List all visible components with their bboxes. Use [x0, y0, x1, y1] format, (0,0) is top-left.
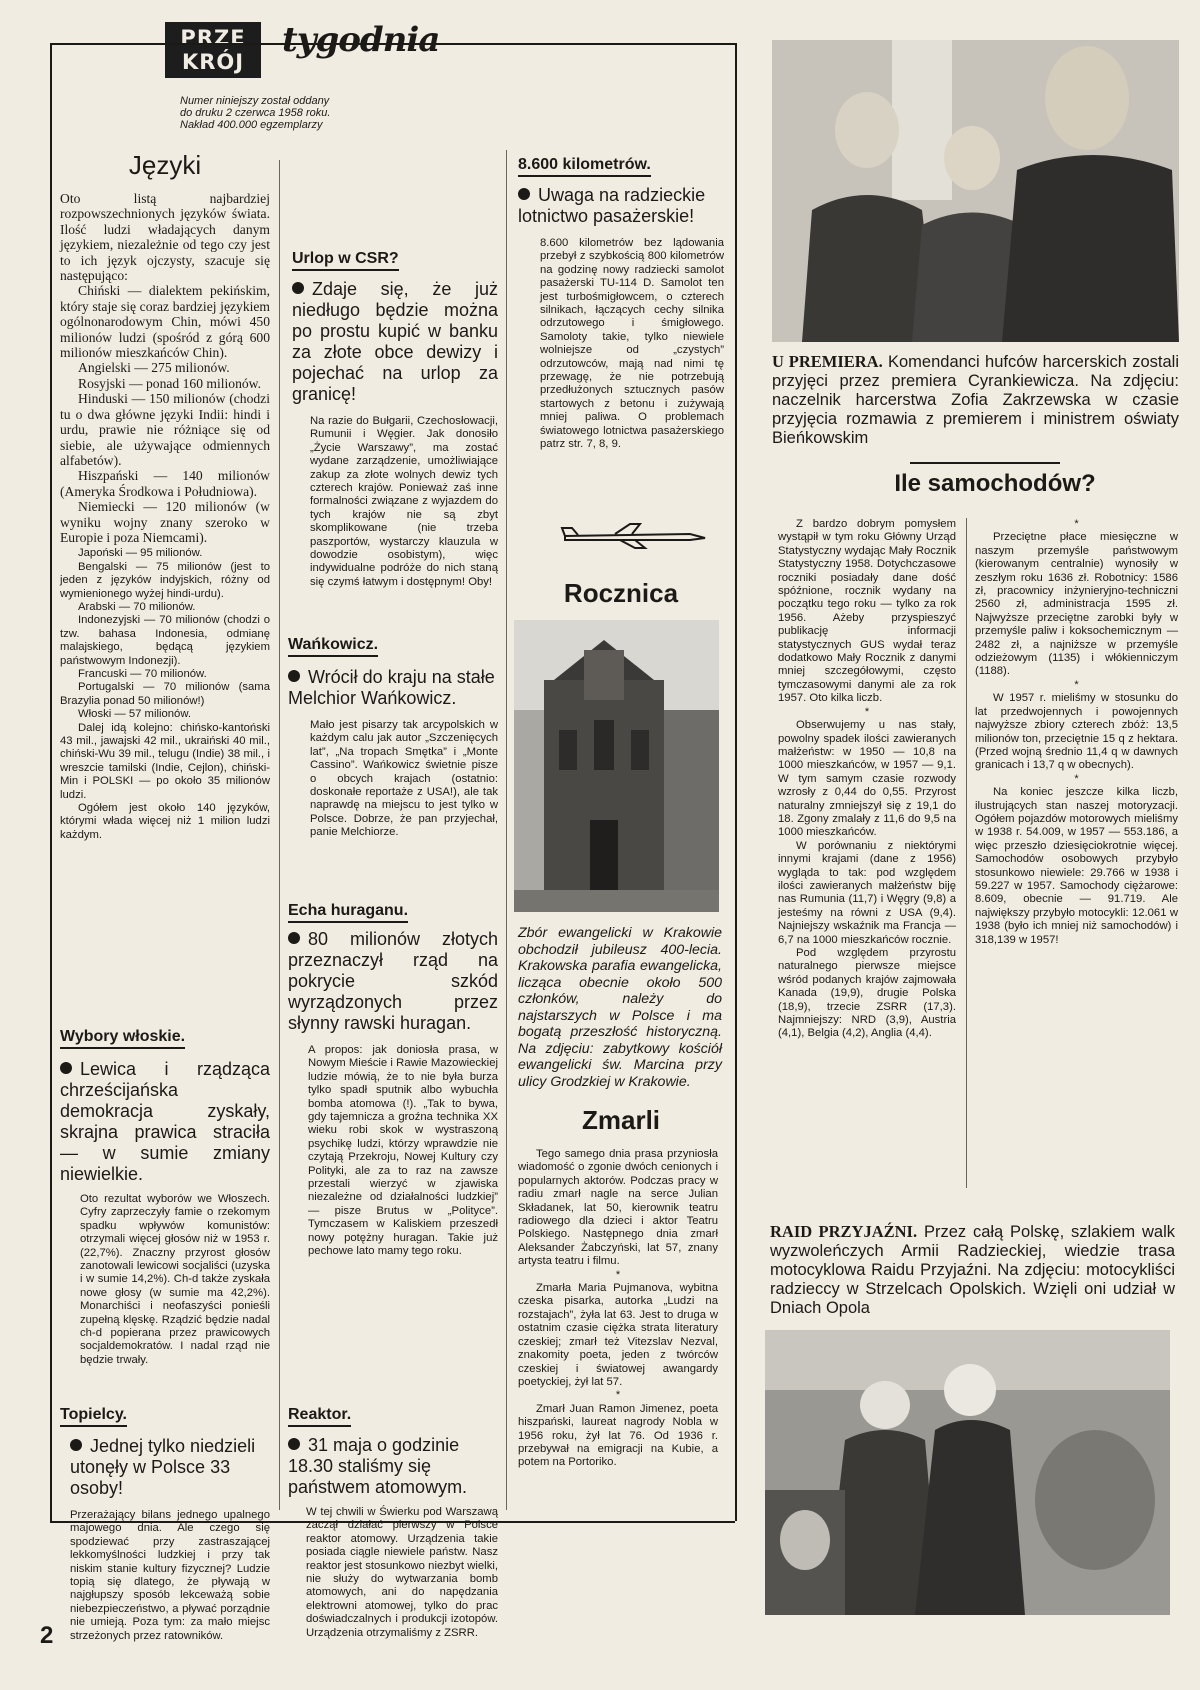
article-jezyki: [60, 150, 270, 842]
samochody-paragraph: Z bardzo dobrym pomysłem wystąpił w tym roku Główny Urząd Statystyczny wydając Mały Rocznik Statystyczny 1958. Dotychczasowe roczniki posiadały dane dość spóźnione, rocznik wydany na początku tego roku — tylko za rok 1956. Ażeby przyspieszyć publikację informacji statystycznych GUS wydał teraz dodatkowo Mały Rocznik z danymi mniej szczegółowymi, często tymczasowymi danymi ale za rok 1957. Oto kilka liczb.: [778, 518, 956, 705]
samochody-paragraph: Obserwujemy u nas stały, powolny spadek ilości zawieranych małżeństw: w 1950 — 10,8 na 1000 mieszkańców, w 1957 — 9,1. W tym samym czasie rozwody wzrosły z 0,44 do 0,55. Przyrost naturalny zmniejszył się z 19,1 do 18. Zgony zmalały z 11,6 do 9,5 na 1000 mieszkańców.: [778, 719, 956, 839]
notice-line: Numer niniejszy został oddany: [180, 95, 330, 107]
raid-illustration: [765, 1330, 1170, 1615]
topielcy-continued: [292, 156, 498, 242]
masthead-script: tygodnia: [282, 20, 440, 60]
frame-left-rule: [50, 43, 52, 1521]
list-item: Indonezyjski — 70 milionów (chodzi o tzw. bahasa Indonesia, odmianę malajskiego, będącą językiem państwowym Indonezji).: [60, 614, 270, 667]
samochody-paragraph: Na koniec jeszcze kilka liczb, ilustrujących stan naszej motoryzacji. Ogółem pojazdów motorowych mieliśmy w 1938 r. 54.009, w 1957 — 553.186, a więc przeszło dziesięciokrotnie więcej. Samochodów osobowych przybyło stosunkowo niewiele: 29.766 w 1938 i 59.227 w 1957. Samochody ciężarowe: 8.609, obecnie — 91.719. Ale największy przybyło motocykli: 12.061 w 1938 (było ich mniej niż samochodów) i 318,139 w 1957!: [975, 786, 1178, 946]
echa-lead-text: 80 milionów złotych przeznaczył rząd na pokrycie szkód wyrządzonych przez słynny rawski huragan.: [288, 929, 498, 1033]
samochody-title-rule-left: [910, 462, 1060, 464]
urlop-lead-text: Zdaje się, że już niedługo będzie można po prostu kupić w banku za złote obce dewizy i pojechać na urlop za granicę!: [292, 279, 498, 404]
jezyki-intro: Oto listą najbardziej rozpowszechnionych języków świata. Ilość ludzi władających danym językiem, niezależnie od tego czy jest to ich język ojczysty, szacuje się następująco:: [60, 191, 270, 284]
wankowicz-title: Wańkowicz.: [288, 636, 378, 657]
premiera-illustration: [772, 40, 1179, 342]
list-item: Angielski — 275 milionów.: [78, 360, 230, 376]
premiera-caption-text: Komendanci hufców harcerskich zostali przyjęci przez premiera Cyrankiewicza. Na zdjęciu: naczelnik harcerstwa Zofia Zakrzewska w czasie przyjęcia rozmawia z premierem i ministrem oświaty Bieńkowskim: [772, 353, 1179, 447]
bullet-icon: [288, 1438, 300, 1450]
article-reaktor: [288, 1406, 498, 1639]
bullet-icon: [288, 670, 300, 682]
kilometrow-body: 8.600 kilometrów bez lądowania przebył z szybkością 800 kilometrów na godzinę nowy radziecki samolot pasażerski TU-114 D. Samolot ten jest turbośmigłowcem, o czterech silnikach, łączących cechy silnika odrzutowego i śmigłowego. Samoloty takie, tylko niewiele wolniejsze od „czystych” odrzutowców, mają nad nimi tę przewagę, że nie potrzebują przedłużonych sztucznych pasów startowych z betonu i zużywają mniej paliwa. O problemach światowego lotnictwa pasażerskiego patrz str. 7, 8, 9.: [540, 237, 724, 451]
premiera-caption-bold: U PREMIERA.: [772, 352, 883, 371]
bullet-icon: [518, 188, 530, 200]
column-divider: [506, 150, 507, 1510]
list-item: Portugalski — 70 milionów (sama Brazylia ponad 50 milionów!): [60, 681, 270, 707]
raid-photo: [765, 1330, 1170, 1615]
star-separator: *: [1074, 678, 1079, 691]
wybory-lead: [60, 1059, 270, 1185]
list-item: Bengalski — 75 milionów (jest to jeden z języków indyjskich, różny od wymienionego wyżej hindi-urdu).: [60, 560, 270, 600]
topielcy-lead-text: Jednej tylko niedzieli utonęły w Polsce 33 osoby!: [70, 1436, 256, 1498]
zmarli-title: Zmarli: [581, 1105, 661, 1135]
echa-lead: [288, 929, 498, 1034]
bullet-icon: [70, 1439, 82, 1451]
reaktor-body: W tej chwili w Świerku pod Warszawą zaczął działać pierwszy w Polsce reaktor atomowy. Urządzenia takie posiada ciągle niewiele państw. Nasz reaktor jest stosunkowo niezbyt wielki, nie służy do wytwarzania bomb atomowych, ani do napędzania elektrowni atomowej, tylko do prac doświadczalnych i produkcji izotopów. Urządzenia otrzymaliśmy z ZSRR.: [306, 1506, 498, 1639]
masthead-line2: KRÓJ: [181, 50, 245, 74]
samochody-title: Ile samochodów?: [894, 470, 1096, 497]
samochody-paragraph: Przeciętne płace miesięczne w naszym przemyśle państwowym (kierowanym centralnie) wynosiły w zeszłym roku 1636 zł. Robotnicy: 1586 zł, pracownicy inżynieryjno-techniczni 2560 zł, administracja 1595 zł. Najwyższe przeciętne zarobki były w przemyśle paliw i koksochemicznym — 2482 zł, a najniższe w przemyśle odzieżowym (1135) i włókienniczym (1188).: [975, 531, 1178, 678]
notice-line: do druku 2 czerwca 1958 roku.: [180, 107, 331, 119]
bullet-icon: [288, 932, 300, 944]
list-item: Ogółem jest około 140 języków, którymi włada więcej niż 1 milion ludzi każdym.: [60, 802, 270, 841]
kilometrow-lead-text: Uwaga na radzieckie lotnictwo pasażerskie!: [518, 185, 706, 226]
rocznica-caption: Zbór ewangelicki w Krakowie obchodził jubileusz 400-lecia. Krakowska parafia ewangelicka, licząca obecnie około 500 członków, należy do najstarszych w Polsce i ma bogatą przeszłość historyczną. Na zdjęciu: zabytkowy kościół ewangelicki św. Marcina przy ulicy Grodzkiej w Krakowie.: [518, 925, 722, 1090]
star-separator: *: [1074, 518, 1079, 530]
masthead-logo: [165, 22, 261, 78]
premiera-photo: [772, 40, 1179, 342]
echa-body: A propos: jak doniosła prasa, w Nowym Mieście i Rawie Mazowieckiej ludzie mówią, że to nie była burza tylko spadł sputnik albo wybuchła bomba atomowa (!). „Tak to bywa, gdy tajemnicza a groźna technika XX wieku robi skok w wystraszoną psychikę ludzi, którzy wprawdzie nie czytają Przekroju, Nowej Kultury czy Polityki, ale za to raz na zawsze przestali wierzyć w zjawiska niezależne od działalności ludzkiej” — pisze Brutus w „Polityce”. Tymczasem w Kaliskiem przeszedł nowy potężny huragan. Takie już pechowe lato mamy tego roku.: [308, 1044, 498, 1258]
list-item: Niemiecki — 120 milionów (w wyniku wojny znany szeroko w Europie i poza Niemcami).: [60, 499, 270, 545]
wybory-lead-text: Lewica i rządząca chrześcijańska demokracja zyskały, skrajna prawica straciła — w sumie zmiany niewielkie.: [60, 1059, 270, 1184]
star-separator: *: [615, 1389, 621, 1402]
list-item: Hiszpański — 140 milionów (Ameryka Środkowa i Południowa).: [60, 468, 270, 499]
topielcy-lead: [60, 1436, 270, 1499]
zmarli-paragraph: Tego samego dnia prasa przyniosła wiadomość o zgonie dwóch cenionych i popularnych aktorów. Podczas pracy w radiu zmarł nagle na serce Julian Składanek, lat 50, kierownik teatru radiowego dla dzieci i aktor Teatru Polskiego. Następnego dnia zmarł Aleksander Żabczyński, lat 57, znany artysta teatru i filmu.: [518, 1148, 718, 1268]
star-separator: *: [1074, 772, 1079, 785]
article-wankowicz: [288, 636, 498, 840]
page-number: 2: [40, 1622, 54, 1649]
jezyki-title: Języki: [128, 150, 202, 180]
wankowicz-lead-text: Wrócił do kraju na stałe Melchior Wańkowicz.: [288, 667, 495, 708]
article-wybory: [60, 1028, 270, 1367]
urlop-title: Urlop w CSR?: [292, 250, 399, 271]
article-topielcy: [60, 1406, 270, 1642]
masthead-line1: PRZE: [180, 26, 246, 50]
list-item: Hinduski — 150 milionów (chodzi tu o dwa główne języki Indii: hindi i urdu, prawie nie różniące się od siebie, ale używające odmiennych alfabetów).: [60, 391, 270, 468]
raid-caption: [770, 1222, 1175, 1318]
raid-caption-bold: RAID PRZYJAŹNI.: [770, 1222, 918, 1241]
zmarli-paragraph: Zmarł Juan Ramon Jimenez, poeta hiszpański, laureat nagrody Nobla w 1956 roku, żył lat 76. Od 1936 r. przebywał na emigracji na Kubie, a potem na Portoriko.: [518, 1402, 718, 1469]
wybory-title: Wybory włoskie.: [60, 1028, 185, 1049]
reaktor-lead-text: 31 maja o godzinie 18.30 staliśmy się państwem atomowym.: [288, 1435, 468, 1497]
list-item: Rosyjski — ponad 160 milionów.: [78, 375, 262, 391]
kilometrow-lead: [518, 185, 724, 227]
article-echa: [288, 902, 498, 1259]
raid-caption-text: Przez całą Polskę, szlakiem walk wyzwoleńczych Armii Radzieckiej, wiedzie trasa motocyklowa Raidu Przyjaźni. Na zdjęciu: motocykliści radzieccy w Strzelcach Opolskich. Wzięli oni udział w Dniach Opola: [770, 1223, 1176, 1317]
article-kilometrow: [518, 156, 724, 452]
jezyki-small-items: [60, 547, 270, 842]
jezyki-items: [60, 283, 270, 545]
reaktor-title: Reaktor.: [288, 1406, 351, 1427]
samochody-column-1: [778, 518, 956, 1041]
church-photo: [514, 620, 719, 912]
samochody-paragraph: Pod względem przyrostu naturalnego pierwsze miejsce wśród podanych krajów zajmowała Kanada (19,9), drugie Polska (18,9), trzecie ZSRR (17,3). Najmniejszy: NRD (3,9), Austria (4,1), Belgia (4,2), Anglia (4,4).: [778, 947, 956, 1040]
samochody-paragraph: W 1957 r. mieliśmy w stosunku do lat przedwojennych i powojennych najwyższe zbiory czterech zbóż: 13,5 milionów ton, przeciętnie 15 q z hektara. (Przed wojną średnio 11,4 q w dawnych granicach i 13,7 q w obecnych).: [975, 692, 1178, 772]
topielcy-body: Przerażający bilans jednego upalnego majowego dnia. Ale czego się spodziewać przy zastraszającej lekkomyślności ludzkiej i przy tak niskim stanie kultury fizycznej? Ludzie topią się dlatego, że pływają w najgłupszy sposób lekceważą sobie niebezpieczeństwo, a pływać porządnie nie umieją. Poza tym: za mało miejsc strzeżonych przez ratowników.: [70, 1509, 270, 1642]
list-item: Włoski — 57 milionów.: [78, 708, 192, 721]
reaktor-lead: [288, 1435, 498, 1498]
print-notice: [180, 95, 395, 131]
kilometrow-title: 8.600 kilometrów.: [518, 156, 651, 177]
star-separator: *: [615, 1268, 621, 1281]
frame-top-rule: [50, 43, 735, 45]
premiera-caption: [772, 352, 1179, 448]
echa-title: Echa huraganu.: [288, 902, 408, 923]
urlop-lead: [292, 279, 498, 405]
column-divider: [966, 518, 967, 1188]
notice-line: Nakład 400.000 egzemplarzy: [180, 119, 323, 131]
list-item: Arabski — 70 milionów.: [78, 600, 196, 613]
star-separator: *: [864, 705, 870, 718]
wankowicz-body: Mało jest pisarzy tak arcypolskich w każdym calu jak autor „Szczenięcych lat”, „Na tropach Smętka” i „Monte Cassino”. Wańkowicz świetnie pisze o obcych krajach (ostatnio: doskonałe reportaże z USA!), ale tak naprawdę na miejscu to jest tylko w Polsce. Dobrze, że pan przyjechał, panie Melchiorze.: [310, 719, 498, 839]
samochody-column-2: [975, 518, 1178, 947]
list-item: Chiński — dialektem pekińskim, który staje się coraz bardziej językiem ogólnonarodowym Chin, mówi 450 milionów ludzi (spośród z górą 600 milionów mieszkańców Chin).: [60, 283, 270, 361]
frame-right-rule: [735, 43, 737, 1521]
list-item: Dalej idą kolejno: chińsko-kantoński 43 mil., jawajski 42 mil., ukraiński 40 mil., chiński-Wu 39 mil., telugu (Indie) 38 mil., i wreszcie tamilski (Indie, Cejlon), chiński-Min i POLSKI — po około 35 milionów ludzi.: [60, 721, 270, 801]
bullet-icon: [292, 282, 304, 294]
church-illustration: [514, 620, 719, 912]
samochody-paragraph: W porównaniu z niektórymi innymi krajami (dane z 1956) wygląda to tak: pod względem ilości zawieranych małżeństw biję nas Rumunia (11,7) i Węgry (9,8) a jesteśmy na równi z USA (9,4). Najniejszy wskaźnik ma Francja — 6,7 na 1000 mieszkańców rocznie.: [778, 839, 956, 946]
article-zmarli: [518, 1148, 718, 1470]
bullet-icon: [60, 1062, 72, 1074]
rocznica-title: Rocznica: [563, 578, 679, 608]
airplane-sketch-icon: [560, 520, 710, 550]
list-item: Francuski — 70 milionów.: [78, 668, 207, 680]
wybory-body: Oto rezultat wyborów we Włoszech. Cyfry zaprzeczyły famie o rzekomym spadku wpływów komunistów: otrzymali więcej głosów niż w 1953 r. (22,7%). Znaczny przyrost głosów zanotowali lewicowi socjaliści (uzyska i w sumie 14,2%). Ch-d także zyskała nowe głosy (w sumie ma 42,2%). Monarchiści i neofaszyści ponieśli zupełną klęskę. Rządzić będzie nadal ch-d popierana przez prawicowych socjaldemokratów. I nadal rząd nie będzie trwały.: [80, 1193, 270, 1366]
reaktor-continued: [540, 52, 722, 132]
zmarli-paragraph: Zmarła Maria Pujmanova, wybitna czeska pisarka, autorka „Ludzi na rozstajach”, żyła lat 63. Jest to druga w ostatnim czasie ciężka strata literatury czeskiej; zmarł też Vitezslav Nezval, znakomity poeta, jeden z twórców czeskiej i światowej awangardy poetyckiej, żył lat 57.: [518, 1282, 718, 1388]
topielcy-title: Topielcy.: [60, 1406, 127, 1427]
urlop-body: Na razie do Bułgarii, Czechosłowacji, Rumunii i Węgier. Jak donosiło „Życie Warszawy”, ma zostać wydane zarządzenie, umożliwiające zakup za złote wolnych dewiz tych czterech krajów. Ponieważ zaś inne formalności związane z wyjazdem do tych krajów nie są zbyt skomplikowane (nie trzeba paszportów, wystarczy klauzula w dowodzie osobistym), więc indywidualne podróże do nich staną się czymś łatwym i dostępnym! Oby!: [310, 415, 498, 588]
column-divider: [279, 160, 280, 1510]
article-urlop: [292, 250, 498, 589]
list-item: Japoński — 95 milionów.: [78, 547, 203, 560]
wankowicz-lead: [288, 667, 498, 709]
